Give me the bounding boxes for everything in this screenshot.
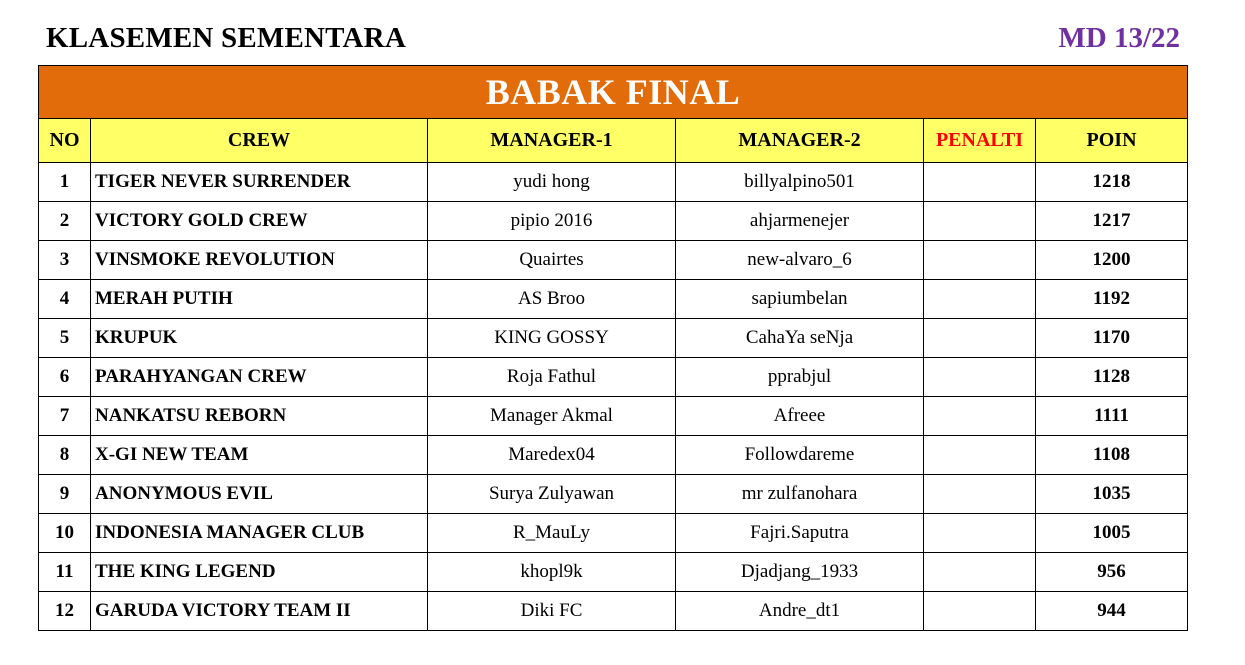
penalty-cell (924, 163, 1036, 202)
manager-1-cell: Manager Akmal (428, 397, 676, 436)
crew-cell: PARAHYANGAN CREW (91, 358, 428, 397)
rank-cell: 12 (39, 592, 91, 631)
penalty-cell (924, 553, 1036, 592)
rank-cell: 9 (39, 475, 91, 514)
table-row (39, 553, 1188, 592)
page-title: KLASEMEN SEMENTARA (46, 22, 406, 54)
penalty-cell (924, 514, 1036, 553)
penalty-cell (924, 475, 1036, 514)
crew-cell: NANKATSU REBORN (91, 397, 428, 436)
table-row (39, 514, 1188, 553)
header-points: POIN (1036, 119, 1188, 163)
penalty-cell (924, 358, 1036, 397)
header-no: NO (39, 119, 91, 163)
table-row (39, 163, 1188, 202)
points-cell: 1192 (1036, 280, 1188, 319)
manager-1-cell: Roja Fathul (428, 358, 676, 397)
points-cell: 1218 (1036, 163, 1188, 202)
manager-2-cell: new-alvaro_6 (676, 241, 924, 280)
rank-cell: 8 (39, 436, 91, 475)
rank-cell: 10 (39, 514, 91, 553)
manager-1-cell: KING GOSSY (428, 319, 676, 358)
table-row (39, 358, 1188, 397)
header-row (39, 119, 1188, 163)
penalty-cell (924, 436, 1036, 475)
table-row (39, 280, 1188, 319)
standings-table (38, 65, 1188, 631)
crew-cell: GARUDA VICTORY TEAM II (91, 592, 428, 631)
crew-cell: ANONYMOUS EVIL (91, 475, 428, 514)
penalty-cell (924, 241, 1036, 280)
manager-1-cell: Diki FC (428, 592, 676, 631)
table-row (39, 436, 1188, 475)
manager-2-cell: billyalpino501 (676, 163, 924, 202)
manager-2-cell: sapiumbelan (676, 280, 924, 319)
manager-1-cell: Maredex04 (428, 436, 676, 475)
points-cell: 944 (1036, 592, 1188, 631)
manager-2-cell: Djadjang_1933 (676, 553, 924, 592)
points-cell: 1108 (1036, 436, 1188, 475)
manager-1-cell: Quairtes (428, 241, 676, 280)
points-cell: 1217 (1036, 202, 1188, 241)
manager-2-cell: pprabjul (676, 358, 924, 397)
crew-cell: VINSMOKE REVOLUTION (91, 241, 428, 280)
manager-1-cell: AS Broo (428, 280, 676, 319)
table-row (39, 592, 1188, 631)
manager-1-cell: khopl9k (428, 553, 676, 592)
rank-cell: 4 (39, 280, 91, 319)
points-cell: 1111 (1036, 397, 1188, 436)
points-cell: 1170 (1036, 319, 1188, 358)
crew-cell: KRUPUK (91, 319, 428, 358)
points-cell: 1128 (1036, 358, 1188, 397)
penalty-cell (924, 397, 1036, 436)
manager-2-cell: Fajri.Saputra (676, 514, 924, 553)
table-row (39, 475, 1188, 514)
manager-2-cell: ahjarmenejer (676, 202, 924, 241)
manager-2-cell: Followdareme (676, 436, 924, 475)
points-cell: 956 (1036, 553, 1188, 592)
crew-cell: THE KING LEGEND (91, 553, 428, 592)
rank-cell: 7 (39, 397, 91, 436)
manager-1-cell: pipio 2016 (428, 202, 676, 241)
rank-cell: 6 (39, 358, 91, 397)
points-cell: 1035 (1036, 475, 1188, 514)
table-row (39, 202, 1188, 241)
matchday-label: MD 13/22 (1058, 22, 1180, 54)
crew-cell: INDONESIA MANAGER CLUB (91, 514, 428, 553)
crew-cell: X-GI NEW TEAM (91, 436, 428, 475)
table-row (39, 241, 1188, 280)
table-banner: BABAK FINAL (39, 66, 1188, 119)
points-cell: 1005 (1036, 514, 1188, 553)
table-row (39, 319, 1188, 358)
crew-cell: VICTORY GOLD CREW (91, 202, 428, 241)
manager-2-cell: mr zulfanohara (676, 475, 924, 514)
points-cell: 1200 (1036, 241, 1188, 280)
rank-cell: 2 (39, 202, 91, 241)
penalty-cell (924, 319, 1036, 358)
manager-2-cell: Andre_dt1 (676, 592, 924, 631)
table-row (39, 397, 1188, 436)
crew-cell: MERAH PUTIH (91, 280, 428, 319)
crew-cell: TIGER NEVER SURRENDER (91, 163, 428, 202)
rank-cell: 11 (39, 553, 91, 592)
penalty-cell (924, 592, 1036, 631)
manager-2-cell: Afreee (676, 397, 924, 436)
header-penalty: PENALTI (924, 119, 1036, 163)
rank-cell: 1 (39, 163, 91, 202)
header-manager-2: MANAGER-2 (676, 119, 924, 163)
manager-1-cell: R_MauLy (428, 514, 676, 553)
penalty-cell (924, 202, 1036, 241)
manager-2-cell: CahaYa seNja (676, 319, 924, 358)
penalty-cell (924, 280, 1036, 319)
rank-cell: 3 (39, 241, 91, 280)
header-manager-1: MANAGER-1 (428, 119, 676, 163)
header-crew: CREW (91, 119, 428, 163)
manager-1-cell: Surya Zulyawan (428, 475, 676, 514)
rank-cell: 5 (39, 319, 91, 358)
manager-1-cell: yudi hong (428, 163, 676, 202)
